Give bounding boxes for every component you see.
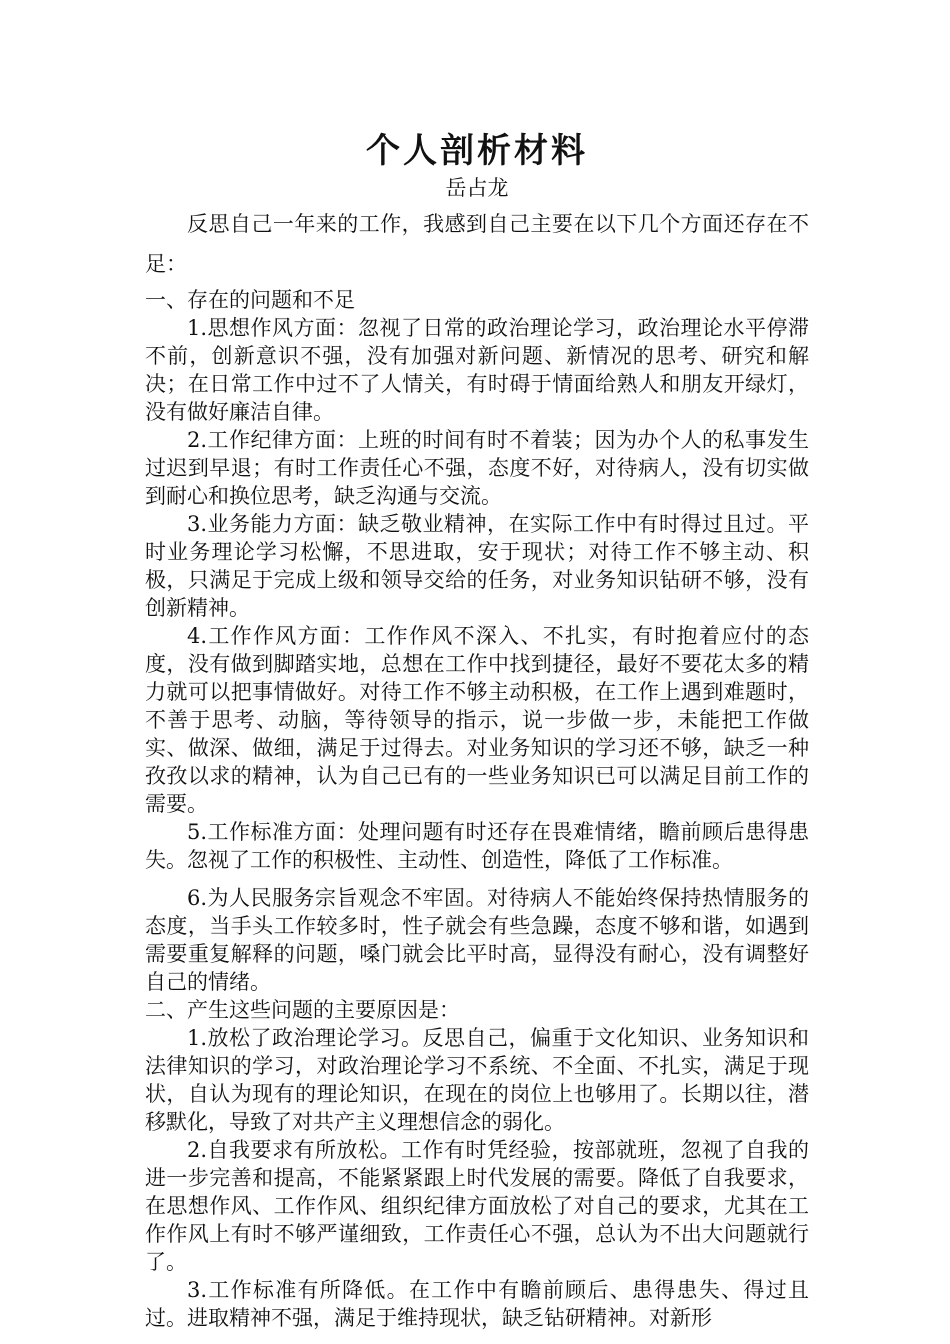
body-paragraph: 1.放松了政治理论学习。反思自己，偏重于文化知识、业务知识和法律知识的学习，对政治理论学习不系统、不全面、不扎实，满足于现状，自认为现有的理论知识，在现在的岗位上也够用了。长期以往，潜移默化，导致了对共产主义理想信念的弱化。 xyxy=(145,1026,809,1134)
body-paragraph: 3.业务能力方面：缺乏敬业精神，在实际工作中有时得过且过。平时业务理论学习松懈，不思进取，安于现状；对待工作不够主动、积极，只满足于完成上级和领导交给的任务，对业务知识钻研不够，没有创新精神。 xyxy=(145,512,809,620)
body-paragraph: 5.工作标准方面：处理问题有时还存在畏难情绪，瞻前顾后患得患失。忽视了工作的积极性、主动性、创造性，降低了工作标准。 xyxy=(145,820,809,872)
section-problems xyxy=(145,286,809,996)
body-paragraph: 2.自我要求有所放松。工作有时凭经验，按部就班，忽视了自我的进一步完善和提高，不能紧紧跟上时代发展的需要。降低了自我要求，在思想作风、工作作风、组织纪律方面放松了对自己的要求，尤其在工作作风上有时不够严谨细致，工作责任心不强，总认为不出大问题就行了。 xyxy=(145,1138,809,1274)
document-author: 岳占龙 xyxy=(445,176,509,200)
body-paragraph: 6.为人民服务宗旨观念不牢固。对待病人不能始终保持热情服务的态度，当手头工作较多时，性子就会有些急躁，态度不够和谐，如遇到需要重复解释的问题，嗓门就会比平时高，显得没有耐心，没有调整好自己的情绪。 xyxy=(145,886,809,994)
body-paragraph: 4.工作作风方面：工作作风不深入、不扎实，有时抱着应付的态度，没有做到脚踏实地，总想在工作中找到捷径，最好不要花太多的精力就可以把事情做好。对待工作不够主动积极，在工作上遇到难题时，不善于思考、动脑，等待领导的指示，说一步做一步，未能把工作做实、做深、做细，满足于过得去。对业务知识的学习还不够，缺乏一种孜孜以求的精神，认为自己已有的一些业务知识已可以满足目前工作的需要。 xyxy=(145,624,809,816)
body-paragraph: 1.思想作风方面：忽视了日常的政治理论学习，政治理论水平停滞不前，创新意识不强，没有加强对新问题、新情况的思考、研究和解决；在日常工作中过不了人情关，有时碍于情面给熟人和朋友开绿灯，没有做好廉洁自律。 xyxy=(145,316,809,424)
section-heading: 二、产生这些问题的主要原因是： xyxy=(145,998,460,1022)
body-paragraph: 3.工作标准有所降低。在工作中有瞻前顾后、患得患失、得过且过。进取精神不强，满足于维持现状，缺乏钻研精神。对新形 xyxy=(145,1278,809,1330)
body-paragraph: 2.工作纪律方面：上班的时间有时不着装；因为办个人的私事发生过迟到早退；有时工作责任心不强，态度不好，对待病人，没有切实做到耐心和换位思考，缺乏沟通与交流。 xyxy=(145,428,809,508)
document-title: 个人剖析材料 xyxy=(366,131,588,171)
section-causes xyxy=(145,996,809,1332)
intro-paragraph: 反思自己一年来的工作，我感到自己主要在以下几个方面还存在不足： xyxy=(145,212,809,276)
document-page xyxy=(145,128,809,1332)
section-heading: 一、存在的问题和不足 xyxy=(145,288,355,312)
